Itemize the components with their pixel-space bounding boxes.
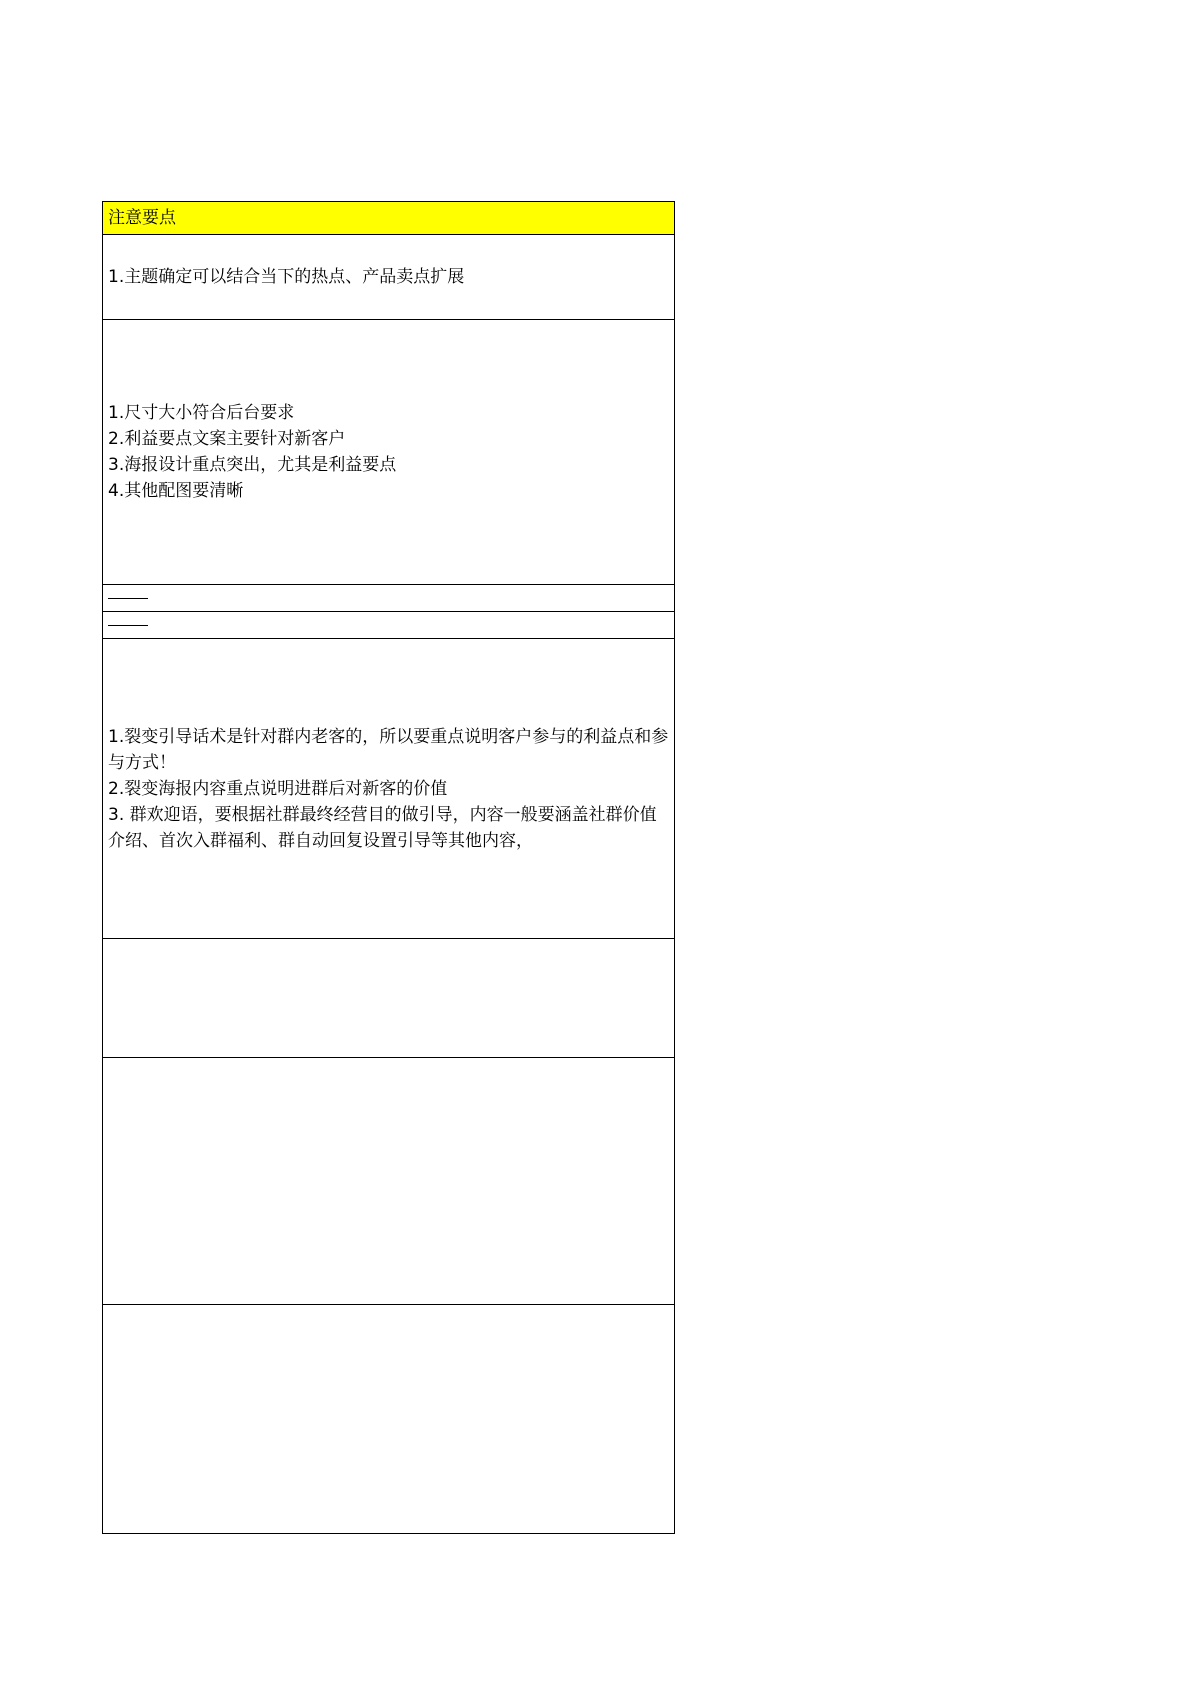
note-line: 3. 群欢迎语，要根据社群最终经营目的做引导，内容一般要涵盖社群价值介绍、首次入群福利、群自动回复设置引导等其他内容， [108, 804, 657, 851]
notes-cell-theme[interactable] [103, 235, 675, 320]
dash-mark [108, 598, 148, 599]
notes-table [102, 201, 675, 1534]
empty-cell[interactable] [103, 1058, 675, 1305]
dash-mark [108, 625, 148, 626]
empty-cell[interactable] [103, 1305, 675, 1534]
note-line: 3.海报设计重点突出，尤其是利益要点 [108, 455, 397, 475]
header-cell[interactable] [103, 202, 675, 235]
note-line: 4.其他配图要清晰 [108, 481, 244, 501]
empty-cell[interactable] [103, 939, 675, 1058]
notes-cell-fission[interactable] [103, 639, 675, 939]
dash-cell[interactable] [103, 585, 675, 612]
dash-cell[interactable] [103, 612, 675, 639]
note-line: 2.裂变海报内容重点说明进群后对新客的价值 [108, 778, 448, 799]
note-line: 1.尺寸大小符合后台要求 [108, 403, 295, 423]
notes-cell-poster[interactable] [103, 320, 675, 585]
note-line: 1.主题确定可以结合当下的热点、产品卖点扩展 [108, 267, 465, 287]
note-line: 2.利益要点文案主要针对新客户 [108, 429, 346, 449]
note-line: 1.裂变引导话术是针对群内老客的，所以要重点说明客户参与的利益点和参与方式！ [108, 726, 669, 773]
header-label: 注意要点 [108, 208, 176, 228]
